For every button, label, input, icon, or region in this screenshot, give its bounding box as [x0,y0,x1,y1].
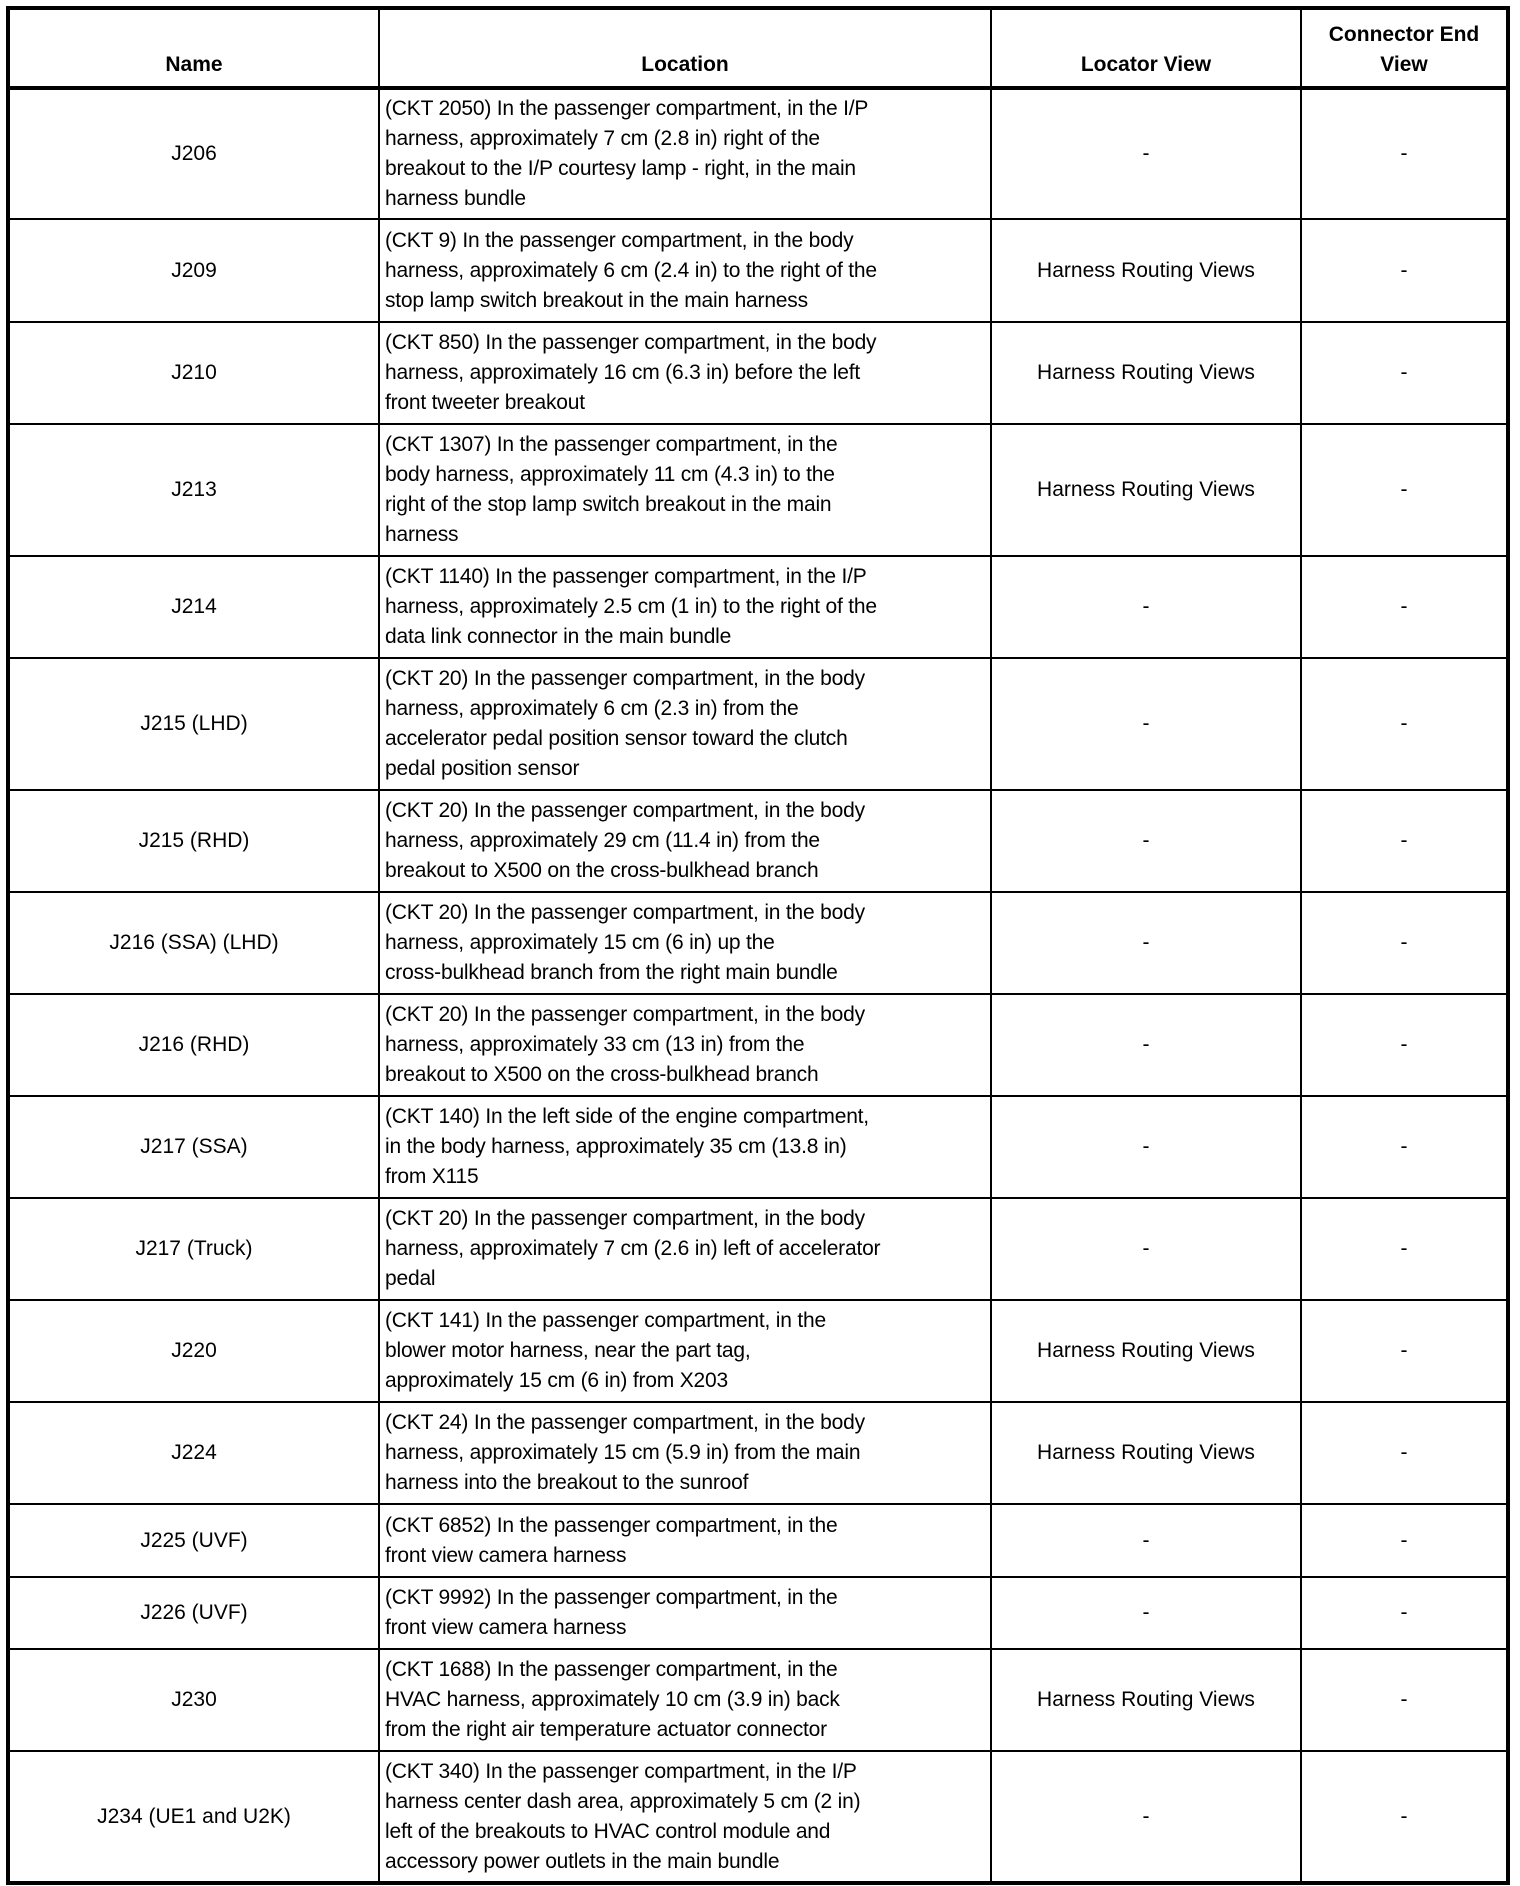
splice-location: (CKT 20) In the passenger compartment, in the body harness, approximately 15 cm (6 in) up the cross-bulkhead branch from the right main bundle [379,892,991,994]
splice-location: (CKT 20) In the passenger compartment, in the body harness, approximately 29 cm (11.4 in) from the breakout to X500 on the cross-bulkhead branch [379,790,991,892]
table-row [8,556,1508,658]
connector-end-view: - [1301,1402,1508,1504]
connector-end-view: - [1301,219,1508,322]
locator-view: - [991,556,1301,658]
splice-name: J224 [8,1402,379,1504]
splice-location-table [6,6,1510,1885]
splice-location: (CKT 20) In the passenger compartment, in the body harness, approximately 7 cm (2.6 in) left of accelerator pedal [379,1198,991,1300]
splice-name: J214 [8,556,379,658]
locator-view: - [991,790,1301,892]
splice-name: J216 (RHD) [8,994,379,1096]
splice-location: (CKT 340) In the passenger compartment, in the I/P harness center dash area, approximately 5 cm (2 in) left of the breakouts to HVAC control module and accessory power outlets in the main bundle [379,1751,991,1883]
table-row [8,892,1508,994]
locator-view: - [991,1751,1301,1883]
header-row [8,8,1508,88]
splice-location: (CKT 850) In the passenger compartment, in the body harness, approximately 16 cm (6.3 in) before the left front tweeter breakout [379,322,991,424]
table-row [8,994,1508,1096]
header-connector-end-view: Connector End View [1301,8,1508,88]
table-row [8,1649,1508,1751]
connector-end-view: - [1301,1504,1508,1577]
connector-end-view: - [1301,1300,1508,1402]
splice-location: (CKT 9992) In the passenger compartment, in the front view camera harness [379,1577,991,1649]
splice-name: J217 (Truck) [8,1198,379,1300]
splice-location: (CKT 9) In the passenger compartment, in the body harness, approximately 6 cm (2.4 in) to the right of the stop lamp switch breakout in the main harness [379,219,991,322]
header-location: Location [379,8,991,88]
splice-name: J213 [8,424,379,556]
locator-view: Harness Routing Views [991,1649,1301,1751]
locator-view: Harness Routing Views [991,322,1301,424]
splice-location: (CKT 20) In the passenger compartment, in the body harness, approximately 6 cm (2.3 in) from the accelerator pedal position sensor toward the clutch pedal position sensor [379,658,991,790]
table-row [8,219,1508,322]
splice-location: (CKT 2050) In the passenger compartment, in the I/P harness, approximately 7 cm (2.8 in) right of the breakout to the I/P courtesy lamp - right, in the main harness bundle [379,88,991,219]
locator-view: Harness Routing Views [991,1300,1301,1402]
splice-location: (CKT 20) In the passenger compartment, in the body harness, approximately 33 cm (13 in) from the breakout to X500 on the cross-bulkhead branch [379,994,991,1096]
table-row [8,658,1508,790]
table-row [8,1198,1508,1300]
splice-location: (CKT 1688) In the passenger compartment, in the HVAC harness, approximately 10 cm (3.9 in) back from the right air temperature actuator connector [379,1649,991,1751]
header-locator-view: Locator View [991,8,1301,88]
splice-location: (CKT 140) In the left side of the engine compartment, in the body harness, approximately 35 cm (13.8 in) from X115 [379,1096,991,1198]
locator-view: - [991,1096,1301,1198]
connector-end-view: - [1301,322,1508,424]
locator-view: Harness Routing Views [991,219,1301,322]
splice-location: (CKT 1140) In the passenger compartment, in the I/P harness, approximately 2.5 cm (1 in) to the right of the data link connector in the main bundle [379,556,991,658]
table-row [8,1096,1508,1198]
connector-end-view: - [1301,658,1508,790]
table-row [8,790,1508,892]
header-name: Name [8,8,379,88]
splice-location: (CKT 6852) In the passenger compartment, in the front view camera harness [379,1504,991,1577]
table-row [8,1751,1508,1883]
table-row [8,322,1508,424]
connector-end-view: - [1301,790,1508,892]
locator-view: - [991,88,1301,219]
table-row [8,1402,1508,1504]
connector-end-view: - [1301,1577,1508,1649]
table-row [8,1504,1508,1577]
splice-name: J206 [8,88,379,219]
connector-end-view: - [1301,1649,1508,1751]
splice-name: J225 (UVF) [8,1504,379,1577]
connector-end-view: - [1301,1751,1508,1883]
splice-name: J215 (LHD) [8,658,379,790]
splice-location: (CKT 141) In the passenger compartment, in the blower motor harness, near the part tag, approximately 15 cm (6 in) from X203 [379,1300,991,1402]
table-row [8,424,1508,556]
table-row [8,88,1508,219]
locator-view: - [991,658,1301,790]
splice-name: J230 [8,1649,379,1751]
connector-end-view: - [1301,892,1508,994]
splice-name: J209 [8,219,379,322]
locator-view: Harness Routing Views [991,424,1301,556]
connector-end-view: - [1301,556,1508,658]
connector-end-view: - [1301,424,1508,556]
locator-view: Harness Routing Views [991,1402,1301,1504]
splice-name: J217 (SSA) [8,1096,379,1198]
connector-end-view: - [1301,994,1508,1096]
connector-end-view: - [1301,1096,1508,1198]
connector-end-view: - [1301,1198,1508,1300]
splice-name: J216 (SSA) (LHD) [8,892,379,994]
splice-location: (CKT 1307) In the passenger compartment, in the body harness, approximately 11 cm (4.3 in) to the right of the stop lamp switch breakout in the main harness [379,424,991,556]
splice-name: J226 (UVF) [8,1577,379,1649]
splice-name: J215 (RHD) [8,790,379,892]
locator-view: - [991,994,1301,1096]
locator-view: - [991,1504,1301,1577]
connector-end-view: - [1301,88,1508,219]
splice-name: J234 (UE1 and U2K) [8,1751,379,1883]
splice-location: (CKT 24) In the passenger compartment, in the body harness, approximately 15 cm (5.9 in) from the main harness into the breakout to the sunroof [379,1402,991,1504]
locator-view: - [991,892,1301,994]
locator-view: - [991,1198,1301,1300]
locator-view: - [991,1577,1301,1649]
table-row [8,1300,1508,1402]
table-row [8,1577,1508,1649]
splice-name: J220 [8,1300,379,1402]
splice-name: J210 [8,322,379,424]
